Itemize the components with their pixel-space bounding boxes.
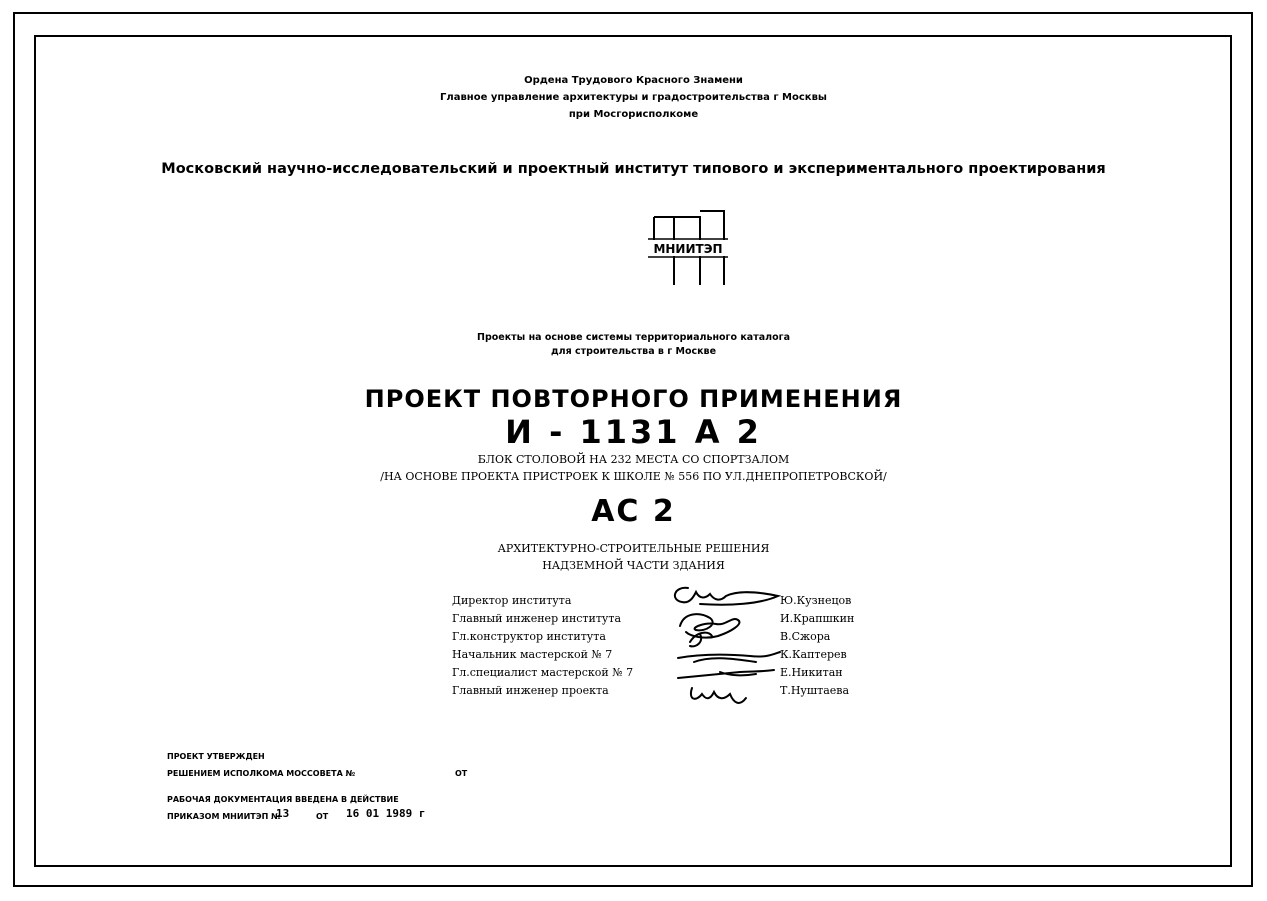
workdoc-label: РАБОЧАЯ ДОКУМЕНТАЦИЯ ВВЕДЕНА В ДЕЙСТВИЕ [167,795,399,804]
header-line-1: Ордена Трудового Красного Знамени [524,75,743,86]
section-description-1: АРХИТЕКТУРНО-СТРОИТЕЛЬНЫЕ РЕШЕНИЯ [497,542,770,555]
decision-label: РЕШЕНИЕМ ИСПОЛКОМА МОССОВЕТА № [167,769,356,778]
section-description-2: НАДЗЕМНОЙ ЧАСТИ ЗДАНИЯ [542,559,725,572]
project-title: ПРОЕКТ ПОВТОРНОГО ПРИМЕНЕНИЯ [364,385,903,413]
project-description-1: БЛОК СТОЛОВОЙ НА 232 МЕСТА СО СПОРТЗАЛОМ [477,453,790,466]
signature-role: Начальник мастерской № 7 [452,648,613,661]
signature-role: Директор института [452,594,572,607]
signature-role: Гл.специалист мастерской № 7 [452,666,634,679]
order-label: ПРИКАЗОМ МНИИТЭП № [167,812,281,821]
decision-from-label: ОТ [455,769,468,778]
order-date: 16 01 1989 г [346,807,426,820]
project-code: И - 1131 А 2 [505,413,762,451]
signature-name: Ю.Кузнецов [780,594,852,607]
project-approved-label: ПРОЕКТ УТВЕРЖДЕН [167,752,265,761]
section-code: АС 2 [591,494,676,529]
signature-role: Главный инженер института [452,612,622,625]
order-from-label: ОТ [316,812,329,821]
signature-name: К.Каптерев [780,648,847,661]
signature-name: Т.Нуштаева [780,684,850,697]
signature-role: Главный инженер проекта [452,684,609,697]
signature-name: Е.Никитан [780,666,843,679]
header-line-3: при Мосгорисполкоме [568,109,699,120]
catalog-line-1: Проекты на основе системы территориального каталога [477,332,790,343]
signature-role: Гл.конструктор института [452,630,606,643]
header-line-2: Главное управление архитектуры и градостроительства г Москвы [440,92,827,103]
order-number: 13 [276,807,290,820]
mniitep-logo-icon [648,209,728,285]
institute-name: Московский научно-исследовательский и проектный институт типового и экспериментального проектирования [161,161,1106,177]
signature-name: В.Сжора [780,630,831,643]
signature-name: И.Крапшкин [780,612,855,625]
svg-text:МНИИТЭП: МНИИТЭП [653,242,723,256]
project-description-2: /НА ОСНОВЕ ПРОЕКТА ПРИСТРОЕК К ШКОЛЕ № 556 ПО УЛ.ДНЕПРОПЕТРОВСКОЙ/ [380,470,887,483]
catalog-line-2: для строительства в г Москве [550,346,717,357]
inner-frame [34,35,1232,867]
handwritten-signatures [660,582,795,712]
